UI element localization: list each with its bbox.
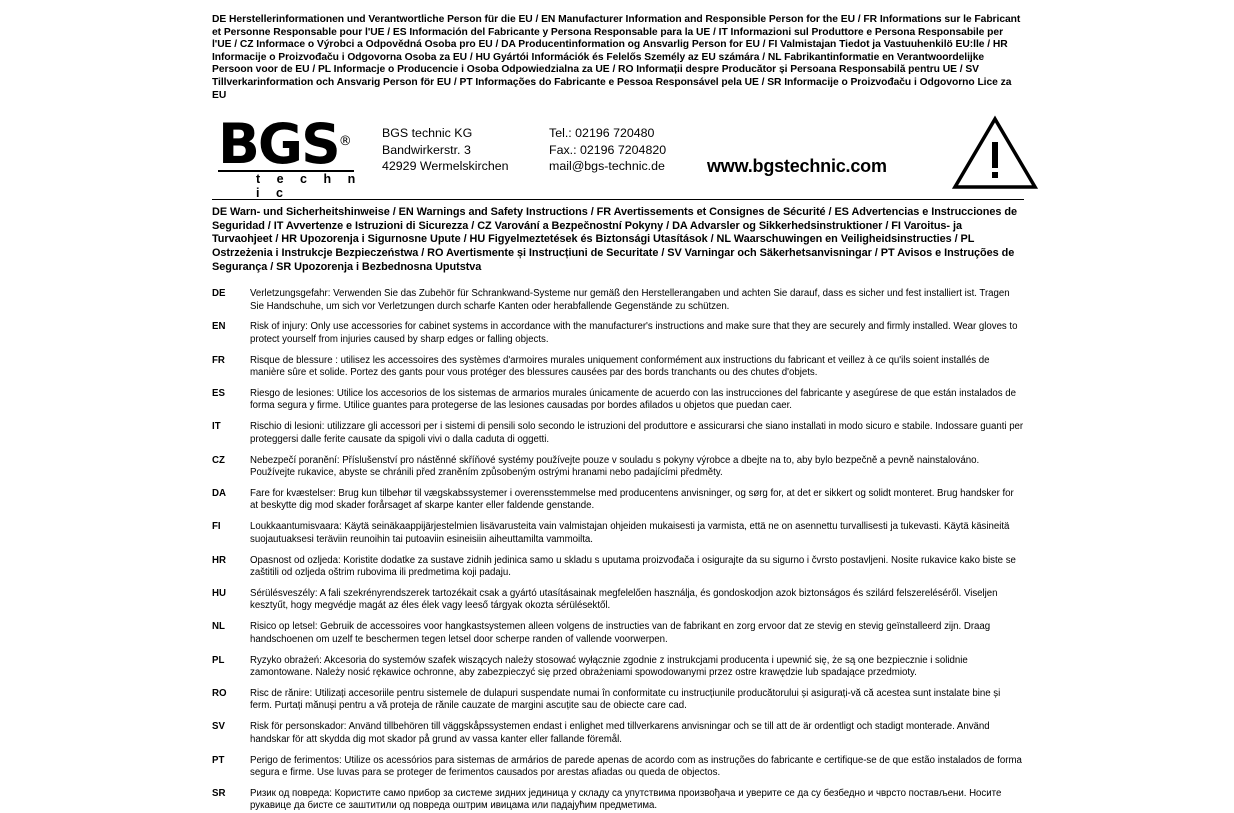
- instruction-text: Verletzungsgefahr: Verwenden Sie das Zubehör für Schrankwand-Systeme nur gemäß den Herstellerangaben und achten Sie darauf, dass es sicher und fest installiert ist. Tragen Sie Handschuhe, um sich vor Verletzungen durch scharfe Kanten oder herabfallende Gegenstände zu schützen.: [250, 288, 1010, 312]
- instruction-text: Rischio di lesioni: utilizzare gli accessori per i sistemi di pensili solo secondo le istruzioni del produttore e assicurarsi che siano installati in modo sicuro e stabile. Indossare guanti per proteggersi dalle ferite causate da spigoli vivi o dalla caduta di oggetti.: [250, 421, 1024, 445]
- instruction-text: Nebezpečí poranění: Příslušenství pro nástěnné skříňové systémy používejte pouze v souladu s pokyny výrobce a dbejte na to, aby bylo bezpečně a pevně nainstalováno. Používejte rukavice, abyste se chránili před zraněním způsobeným ostrými hranami nebo padajícími předměty.: [250, 454, 980, 479]
- instruction-text: Risc de rănire: Utilizați accesoriile pentru sistemele de dulapuri suspendate numai în conformitate cu instrucțiunile producătorului și asigurați-vă că acestea sunt instalate bine și ferm. Purtați mănuși pentru a vă proteja de rănile cauzate de margini ascuțite sau de obiecte care cad.: [250, 687, 1001, 712]
- logo-subtitle: t e c h n i c: [256, 172, 362, 201]
- language-code: NL: [212, 621, 225, 633]
- language-code: FI: [212, 521, 221, 533]
- language-code: EN: [212, 321, 226, 333]
- instruction-row: [212, 755, 1024, 780]
- registered-trademark-icon: ®: [338, 134, 352, 150]
- company-street: Bandwirkerstr. 3: [382, 142, 471, 157]
- instruction-text: Risk för personskador: Använd tillbehören till väggskåpssystemen endast i enlighet med tillverkarens anvisningar och se till att de är ordentligt och stadigt monterade. Använd handskar för att skydda dig mot skador på grund av vassa kanter eller fallande föremål.: [250, 721, 990, 745]
- bgs-logo: [218, 112, 366, 201]
- instruction-text: Ризик од повреда: Користите само прибор за системе зидних јединица у складу са упутствима произвођача и уверите се да су безбедно и чврсто постављени. Носите рукавице да бисте се заштитили од повреда оштрим ивицама или падајућим предметима.: [250, 787, 1002, 812]
- instruction-text: Riesgo de lesiones: Utilice los accesorios de los sistemas de armarios murales únicamente de acuerdo con las instrucciones del fabricante y asegúrese de que están instalados de forma segura y firme. Utilice guantes para protegerse de las lesiones causadas por bordes afilados u objetos que puedan caer.: [250, 388, 1016, 412]
- instruction-text: Ryzyko obrażeń: Akcesoria do systemów szafek wiszących należy stosować wyłącznie zgodnie z instrukcjami producenta i upewnić się, że są one bezpiecznie i solidnie zamontowane. Należy nosić rękawice ochronne, aby zabezpieczyć się przed obrażeniami spowodowanymi przez ostre krawędzie lub spadające przedmioty.: [250, 654, 968, 678]
- language-code: ES: [212, 388, 225, 400]
- instruction-row: [212, 721, 1024, 746]
- instruction-row: [212, 455, 1024, 480]
- company-website: www.bgstechnic.com: [707, 156, 887, 177]
- instruction-text: Fare for kvæstelser: Brug kun tilbehør til vægskabssystemer i overensstemmelse med producentens anvisninger, og sørg for, at det er sikkert og solidt monteret. Brug handsker for at beskytte dig mod skader forårsaget af skarpe kanter eller faldende genstande.: [250, 488, 1014, 512]
- instruction-row: [212, 588, 1024, 613]
- logo-wordmark: [218, 112, 352, 177]
- language-code: HU: [212, 587, 226, 599]
- instruction-row: [212, 655, 1024, 680]
- instruction-text: Loukkaantumisvaara: Käytä seinäkaappijärjestelmien lisävarusteita vain valmistajan ohjeiden mukaisesti ja varmista, että ne on asennettu turvallisesti ja tukevasti. Käytä käsineitä suojautuaksesi teräviin reunoihin tai putoaviin esineisiin aiheuttamilta vammoilta.: [250, 521, 1010, 545]
- company-email: mail@bgs-technic.de: [549, 159, 665, 174]
- company-contact: [549, 125, 666, 175]
- instruction-row: [212, 688, 1024, 713]
- warning-triangle-icon: [952, 115, 1038, 191]
- instruction-text: Perigo de ferimentos: Utilize os acessórios para sistemas de armários de parede apenas de acordo com as instruções do fabricante e certifique-se de que estão instalados de forma segura e firme. Use luvas para se proteger de ferimentos causados por arestas afiadas ou queda de objectos.: [250, 754, 1022, 778]
- instruction-row: [212, 788, 1024, 813]
- language-code: SV: [212, 721, 225, 733]
- instruction-row: [212, 521, 1024, 546]
- instruction-row: [212, 488, 1024, 513]
- language-code: CZ: [212, 454, 225, 466]
- language-code: SR: [212, 787, 226, 799]
- company-name: BGS technic KG: [382, 126, 473, 141]
- company-address: [382, 125, 509, 175]
- instruction-row: [212, 288, 1024, 313]
- instruction-row: [212, 555, 1024, 580]
- logo-text: BGS: [218, 112, 339, 177]
- language-code: PL: [212, 654, 225, 666]
- manufacturer-info-languages: DE Herstellerinformationen und Verantwortliche Person für die EU / EN Manufacturer Information and Responsible Person for the EU / FR Informations sur le Fabricant et Personne Responsable pour l'UE / ES Información del Fabricante y Persona Responsable para la UE / IT Informazioni sul Produttore e Persona Responsabile per l'UE / CZ Informace o Výrobci a Odpovědná Osoba pro EU / DA Producentinformation og Ansvarlig Person for EU / FI Valmistajan Tiedot ja Vastuuhenkilö EU:lle / HR Informacije o Proizvođaču i Odgovorna Osoba za EU / HU Gyártói Információk és Felelős Személy az EU számára / NL Fabrikantinformatie en Verantwoordelijke Persoon voor de EU / PL Informacje o Producencie i Osoba Odpowiedzialna za UE / RO Informații despre Producător și Persoana Responsabilă pentru UE / SV Tillverkarinformation och Ansvarig Person för EU / PT Informações do Fabricante e Pessoa Responsável pela UE / SR Informacije o Proizvođaču i Odgovorno Lice za EU: [212, 14, 1021, 101]
- instruction-text: Sérülésveszély: A fali szekrényrendszerek tartozékait csak a gyártó utasításainak megfelelően használja, és gondoskodjon azok biztonságos és szilárd felszereléséről. Viseljen kesztyűt, hogy megvédje magát az éles élek vagy leeső tárgyak okozta sérülésektől.: [250, 587, 998, 612]
- instructions-list: [212, 288, 1024, 813]
- instruction-row: [212, 321, 1024, 346]
- instruction-row: [212, 421, 1024, 446]
- instruction-row: [212, 355, 1024, 380]
- company-block: [212, 112, 1024, 201]
- warnings-heading-languages: DE Warn- und Sicherheitshinweise / EN Warnings and Safety Instructions / FR Avertissements et Consignes de Sécurité / ES Advertencias e Instrucciones de Seguridad / IT Avvertenze e Istruzioni di Sicurezza / CZ Varování a Bezpečnostní Pokyny / DA Advarsler og Sikkerhedsinstruktioner / FI Varoitus- ja Turvaohjeet / HR Upozorenja i Sigurnosne Upute / HU Figyelmeztetések és Biztonsági Utasítások / NL Waarschuwingen en Veiligheidsinstructies / PL Ostrzeżenia i Instrukcje Bezpieczeństwa / RO Avertismente și Instrucțiuni de Securitate / SV Varningar och Säkerhetsanvisningar / PT Avisos e Instruções de Segurança / SR Upozorenja i Bezbednosna Uputstva: [212, 206, 1017, 273]
- language-code: FR: [212, 354, 225, 366]
- instruction-row: [212, 621, 1024, 646]
- language-code: HR: [212, 554, 226, 566]
- language-code: RO: [212, 687, 227, 699]
- language-code: DE: [212, 288, 226, 300]
- instruction-text: Opasnost od ozljeda: Koristite dodatke za sustave zidnih jedinica samo u skladu s uputama proizvođača i osigurajte da su sigurno i čvrsto postavljeni. Nosite rukavice kako biste se zaštitili od ozljeda oštrim rubovima ili predmetima koji padaju.: [250, 554, 1016, 579]
- language-code: PT: [212, 754, 225, 766]
- language-code: IT: [212, 421, 221, 433]
- instruction-text: Risk of injury: Only use accessories for cabinet systems in accordance with the manufacturer's instructions and make sure that they are securely and firmly installed. Wear gloves to protect yourself from injuries caused by sharp edges or falling objects.: [250, 321, 1018, 345]
- instruction-text: Risque de blessure : utilisez les accessoires des systèmes d'armoires murales uniquement conformément aux instructions du fabricant et veillez à ce qu'ils soient installés de manière sûre et solide. Portez des gants pour vous protéger des blessures causées par des bords tranchants ou des chutes d'objets.: [250, 354, 990, 379]
- language-code: DA: [212, 488, 226, 499]
- company-tel: Tel.: 02196 720480: [549, 126, 655, 141]
- company-city: 42929 Wermelskirchen: [382, 159, 509, 174]
- instruction-text: Risico op letsel: Gebruik de accessoires voor hangkastsystemen alleen volgens de instructies van de fabrikant en zorg ervoor dat ze stevig en stevig geïnstalleerd zijn. Draag handschoenen om uzelf te beschermen tegen letsel door scherpe randen of vallende voorwerpen.: [250, 621, 991, 645]
- company-fax: Fax.: 02196 7204820: [549, 142, 667, 157]
- instruction-row: [212, 388, 1024, 413]
